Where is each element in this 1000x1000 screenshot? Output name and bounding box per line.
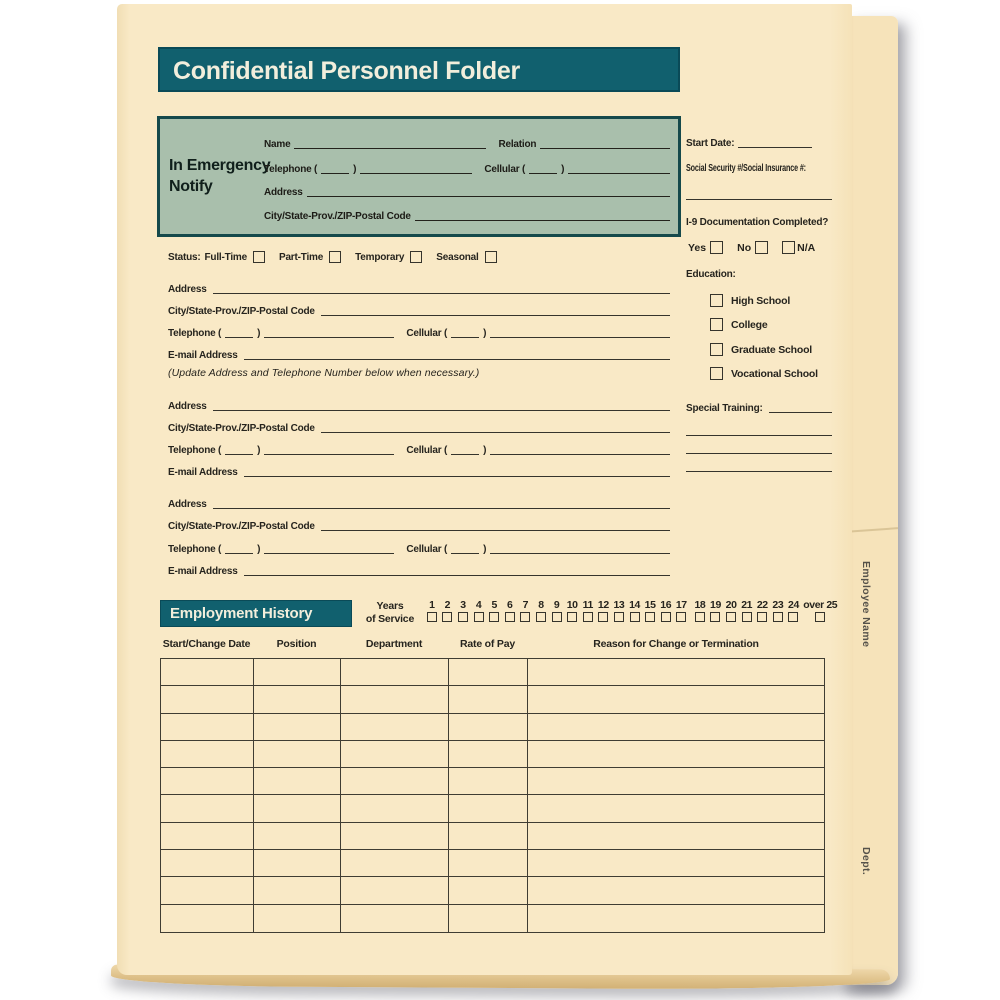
telephone-label: Telephone (	[264, 164, 318, 175]
years-checkbox-9[interactable]	[552, 612, 562, 622]
years-checkbox-16[interactable]	[661, 612, 671, 622]
employment-cell-r1-c3[interactable]	[341, 659, 449, 686]
employment-cell-r2-c2[interactable]	[254, 686, 341, 713]
years-cell-over-25	[803, 599, 837, 622]
years-number: 20	[725, 599, 737, 611]
emergency-city-row	[264, 207, 670, 222]
years-number: 3	[460, 599, 466, 611]
special-training-line-4[interactable]	[686, 460, 832, 472]
years-of-service-scale	[424, 599, 840, 622]
years-checkbox-21[interactable]	[742, 612, 752, 622]
years-cell-21	[739, 599, 755, 622]
years-checkbox-12[interactable]	[598, 612, 608, 622]
special-training-line-1[interactable]	[769, 411, 832, 413]
years-number: 7	[522, 599, 529, 611]
employment-cell-r5-c4[interactable]	[449, 768, 528, 795]
years-checkbox-2[interactable]	[442, 612, 452, 622]
graduate-school-checkbox[interactable]	[710, 343, 723, 356]
relation-label: Relation	[498, 139, 537, 150]
education-college: College	[710, 318, 768, 331]
years-cell-12	[596, 599, 612, 622]
years-checkbox-13[interactable]	[614, 612, 624, 622]
years-cell-6	[502, 599, 518, 622]
city-row-1: City/State-Prov./ZIP-Postal Code	[168, 302, 670, 317]
years-cell-4	[471, 599, 487, 622]
full-time-checkbox[interactable]	[253, 251, 265, 263]
ssn-label: Social Security #/Social Insurance #:	[686, 163, 806, 174]
telephone-line-3[interactable]	[264, 552, 394, 554]
emergency-heading: In Emergency Notify	[169, 157, 271, 195]
city-label: City/State-Prov./ZIP-Postal Code	[264, 211, 411, 222]
years-number: over 25	[803, 599, 838, 611]
address-label: Address	[264, 187, 303, 198]
years-number: 14	[629, 599, 640, 611]
tab-dept-label: Dept.	[860, 847, 872, 876]
address-line-2[interactable]	[213, 409, 670, 411]
city-line-2[interactable]	[321, 431, 670, 433]
employment-cell-r6-c4[interactable]	[449, 795, 528, 822]
cellular-field-line[interactable]	[568, 172, 670, 174]
telephone-area-line-3[interactable]	[225, 552, 253, 554]
years-checkbox-15[interactable]	[645, 612, 655, 622]
education-label: Education:	[686, 269, 736, 280]
years-cell-23	[770, 599, 786, 622]
years-cell-14	[627, 599, 643, 622]
years-cell-22	[754, 599, 770, 622]
employment-cell-r1-c2[interactable]	[254, 659, 341, 686]
years-cell-20	[723, 599, 739, 622]
years-cell-5	[486, 599, 502, 622]
name-label: Name	[264, 139, 291, 150]
address-row-2: Address	[168, 397, 670, 412]
employment-cell-r3-c1[interactable]	[161, 714, 254, 741]
table-header-5: Reason for Change or Termination	[593, 638, 759, 650]
years-number: 11	[582, 599, 593, 611]
years-number: 24	[788, 599, 799, 611]
years-checkbox-6[interactable]	[505, 612, 515, 622]
table-header-2: Position	[276, 638, 317, 650]
employment-cell-r7-c3[interactable]	[341, 823, 449, 850]
employment-cell-r9-c5[interactable]	[528, 877, 824, 904]
status-option-full-time: Full-Time	[204, 251, 247, 263]
employment-cell-r8-c4[interactable]	[449, 850, 528, 877]
employment-cell-r2-c1[interactable]	[161, 686, 254, 713]
status-option-temporary: Temporary	[355, 251, 405, 263]
table-header-1: Start/Change Date	[162, 638, 251, 650]
special-training-row	[686, 399, 832, 414]
phone-row-3: Telephone ( ) Cellular ( )	[168, 540, 670, 555]
emergency-notify-box	[157, 116, 681, 237]
name-field-line[interactable]	[294, 147, 486, 149]
telephone-area-line-2[interactable]	[225, 453, 253, 455]
years-number: 12	[597, 599, 609, 611]
cellular-line-1[interactable]	[490, 336, 670, 338]
years-cell-8	[533, 599, 549, 622]
education-high-school: High School	[710, 294, 790, 307]
years-cell-2	[440, 599, 456, 622]
high-school-checkbox[interactable]	[710, 294, 723, 307]
years-checkbox-1[interactable]	[427, 612, 437, 622]
cellular-area-line-3[interactable]	[451, 552, 479, 554]
address-row-3: Address	[168, 495, 670, 510]
years-number: 21	[741, 599, 753, 611]
i9-yes-label: Yes	[688, 241, 707, 254]
employment-table	[160, 658, 825, 933]
years-number: 1	[429, 599, 435, 611]
email-row-3: E-mail Address	[168, 562, 670, 577]
employment-table-headers	[160, 638, 825, 650]
telephone-field-line[interactable]	[360, 172, 472, 174]
phone-row-1: Telephone ( ) Cellular ( )	[168, 324, 670, 339]
years-number: 6	[507, 599, 513, 611]
i9-yes-checkbox[interactable]	[710, 241, 723, 254]
years-cell-18	[692, 599, 708, 622]
temporary-checkbox[interactable]	[410, 251, 422, 263]
years-number: 13	[613, 599, 625, 611]
employment-cell-r6-c2[interactable]	[254, 795, 341, 822]
years-checkbox-23[interactable]	[773, 612, 783, 622]
employment-cell-r8-c2[interactable]	[254, 850, 341, 877]
employment-cell-r9-c2[interactable]	[254, 877, 341, 904]
employment-cell-r7-c5[interactable]	[528, 823, 824, 850]
employment-cell-r4-c5[interactable]	[528, 741, 824, 768]
employment-cell-r8-c3[interactable]	[341, 850, 449, 877]
years-cell-1	[424, 599, 440, 622]
years-cell-24	[786, 599, 802, 622]
years-checkbox-14[interactable]	[630, 612, 640, 622]
table-header-4: Rate of Pay	[460, 638, 515, 650]
emergency-address-row	[264, 183, 670, 198]
employment-cell-r4-c4[interactable]	[449, 741, 528, 768]
years-cell-7	[518, 599, 534, 622]
folder-back-tab-panel	[845, 16, 898, 985]
cellular-area-line-1[interactable]	[451, 336, 479, 338]
employment-cell-r1-c1[interactable]	[161, 659, 254, 686]
years-checkbox-22[interactable]	[757, 612, 767, 622]
special-training-line-2[interactable]	[686, 424, 832, 436]
telephone-area-line[interactable]	[321, 172, 349, 174]
employment-cell-r3-c3[interactable]	[341, 714, 449, 741]
years-cell-11	[580, 599, 596, 622]
years-number: 2	[444, 599, 451, 611]
city-field-line[interactable]	[415, 219, 670, 221]
email-row-2: E-mail Address	[168, 463, 670, 478]
employment-cell-r1-c5[interactable]	[528, 659, 824, 686]
years-checkbox-20[interactable]	[726, 612, 736, 622]
years-number: 8	[538, 599, 544, 611]
years-checkbox-8[interactable]	[536, 612, 546, 622]
years-number: 15	[644, 599, 656, 611]
employment-cell-r4-c2[interactable]	[254, 741, 341, 768]
years-checkbox-24[interactable]	[788, 612, 798, 622]
years-number: 5	[491, 599, 497, 611]
employment-cell-r6-c3[interactable]	[341, 795, 449, 822]
employment-cell-r2-c4[interactable]	[449, 686, 528, 713]
years-number: 18	[694, 599, 706, 611]
years-number: 22	[756, 599, 768, 611]
years-checkbox-5[interactable]	[489, 612, 499, 622]
employment-cell-r9-c3[interactable]	[341, 877, 449, 904]
relation-field-line[interactable]	[540, 147, 670, 149]
years-checkbox-11[interactable]	[583, 612, 593, 622]
special-training-line-3[interactable]	[686, 442, 832, 454]
years-number: 10	[566, 599, 578, 611]
special-training-label: Special Training:	[686, 403, 763, 414]
tab-employee-name-label: Employee Name	[860, 561, 872, 648]
employment-cell-r9-c1[interactable]	[161, 877, 254, 904]
i9-no-checkbox[interactable]	[755, 241, 768, 254]
college-checkbox[interactable]	[710, 318, 723, 331]
table-header-3: Department	[365, 638, 423, 650]
employment-cell-r10-c2[interactable]	[254, 905, 341, 932]
employment-cell-r5-c5[interactable]	[528, 768, 824, 795]
phone-row-2: Telephone ( ) Cellular ( )	[168, 441, 670, 456]
ssn-line[interactable]	[686, 186, 832, 200]
telephone-area-line-1[interactable]	[225, 336, 253, 338]
employment-cell-r9-c4[interactable]	[449, 877, 528, 904]
status-row	[168, 250, 670, 264]
employment-cell-r4-c3[interactable]	[341, 741, 449, 768]
employment-history-title: Employment History	[170, 605, 313, 622]
city-line-3[interactable]	[321, 529, 670, 531]
years-number: 23	[772, 599, 784, 611]
cellular-label: Cellular (	[484, 164, 526, 175]
years-checkbox-over-25[interactable]	[815, 612, 825, 622]
seasonal-checkbox[interactable]	[485, 251, 497, 263]
years-number: 17	[675, 599, 687, 611]
city-line-1[interactable]	[321, 314, 670, 316]
start-date-line[interactable]	[738, 146, 812, 148]
i9-options-row	[688, 241, 815, 254]
employment-cell-r2-c5[interactable]	[528, 686, 824, 713]
years-number: 16	[660, 599, 672, 611]
emergency-name-row	[264, 135, 670, 150]
status-label: Status:	[168, 251, 201, 263]
email-line-3[interactable]	[244, 574, 670, 576]
i9-na-checkbox[interactable]	[782, 241, 795, 254]
i9-label: I-9 Documentation Completed?	[686, 217, 829, 228]
employment-cell-r10-c5[interactable]	[528, 905, 824, 932]
employment-cell-r8-c5[interactable]	[528, 850, 824, 877]
telephone-line-2[interactable]	[264, 453, 394, 455]
cellular-area-line-2[interactable]	[451, 453, 479, 455]
update-note: (Update Address and Telephone Number below when necessary.)	[168, 367, 480, 379]
employment-cell-r1-c4[interactable]	[449, 659, 528, 686]
email-row-1: E-mail Address	[168, 346, 670, 361]
city-row-2: City/State-Prov./ZIP-Postal Code	[168, 419, 670, 434]
employment-cell-r6-c1[interactable]	[161, 795, 254, 822]
employment-cell-r5-c1[interactable]	[161, 768, 254, 795]
employment-cell-r6-c5[interactable]	[528, 795, 824, 822]
employment-cell-r8-c1[interactable]	[161, 850, 254, 877]
status-option-part-time: Part-Time	[278, 251, 324, 263]
employment-cell-r2-c3[interactable]	[341, 686, 449, 713]
telephone-line-1[interactable]	[264, 336, 394, 338]
cellular-area-line[interactable]	[529, 172, 557, 174]
email-line-2[interactable]	[244, 475, 670, 477]
address-field-line[interactable]	[307, 195, 670, 197]
employment-cell-r7-c4[interactable]	[449, 823, 528, 850]
status-option-seasonal: Seasonal	[436, 251, 479, 263]
i9-na-label: N/A	[797, 241, 816, 254]
years-checkbox-4[interactable]	[474, 612, 484, 622]
years-cell-16	[658, 599, 674, 622]
years-cell-13	[611, 599, 627, 622]
years-cell-15	[642, 599, 658, 622]
employment-cell-r10-c1[interactable]	[161, 905, 254, 932]
start-date-label: Start Date:	[686, 138, 735, 149]
years-number: 9	[553, 599, 560, 611]
emergency-phone-row: Telephone ( ) Cellular ( )	[264, 160, 670, 175]
cellular-line-2[interactable]	[490, 453, 670, 455]
years-checkbox-17[interactable]	[676, 612, 686, 622]
employment-cell-r3-c5[interactable]	[528, 714, 824, 741]
years-cell-3	[455, 599, 471, 622]
years-cell-10	[564, 599, 580, 622]
employment-cell-r4-c1[interactable]	[161, 741, 254, 768]
employment-cell-r5-c2[interactable]	[254, 768, 341, 795]
years-checkbox-10[interactable]	[567, 612, 577, 622]
address-line-1[interactable]	[213, 292, 670, 294]
years-checkbox-18[interactable]	[695, 612, 705, 622]
employment-history-bar	[160, 600, 352, 627]
education-graduate-school: Graduate School	[710, 343, 812, 356]
years-checkbox-7[interactable]	[520, 612, 530, 622]
employment-cell-r5-c3[interactable]	[341, 768, 449, 795]
part-time-checkbox[interactable]	[329, 251, 341, 263]
employment-cell-r10-c3[interactable]	[341, 905, 449, 932]
years-number: 19	[710, 599, 721, 611]
i9-no-label: No	[737, 241, 752, 254]
education-vocational-school: Vocational School	[710, 367, 818, 380]
city-row-3: City/State-Prov./ZIP-Postal Code	[168, 517, 670, 532]
address-row-1: Address	[168, 280, 670, 295]
employment-cell-r3-c4[interactable]	[449, 714, 528, 741]
vocational-school-checkbox[interactable]	[710, 367, 723, 380]
page-title: Confidential Personnel Folder	[173, 57, 520, 85]
years-number: 4	[475, 599, 482, 611]
employment-cell-r3-c2[interactable]	[254, 714, 341, 741]
address-line-3[interactable]	[213, 507, 670, 509]
years-checkbox-3[interactable]	[458, 612, 468, 622]
years-cell-17	[674, 599, 690, 622]
years-of-service-label: Years of Service	[365, 600, 415, 625]
years-checkbox-19[interactable]	[710, 612, 720, 622]
employment-cell-r7-c2[interactable]	[254, 823, 341, 850]
title-bar	[158, 47, 680, 92]
employment-cell-r10-c4[interactable]	[449, 905, 528, 932]
years-cell-19	[708, 599, 724, 622]
cellular-line-3[interactable]	[490, 552, 670, 554]
years-cell-9	[549, 599, 565, 622]
start-date-row	[686, 134, 832, 149]
employment-cell-r7-c1[interactable]	[161, 823, 254, 850]
email-line-1[interactable]	[244, 358, 670, 360]
